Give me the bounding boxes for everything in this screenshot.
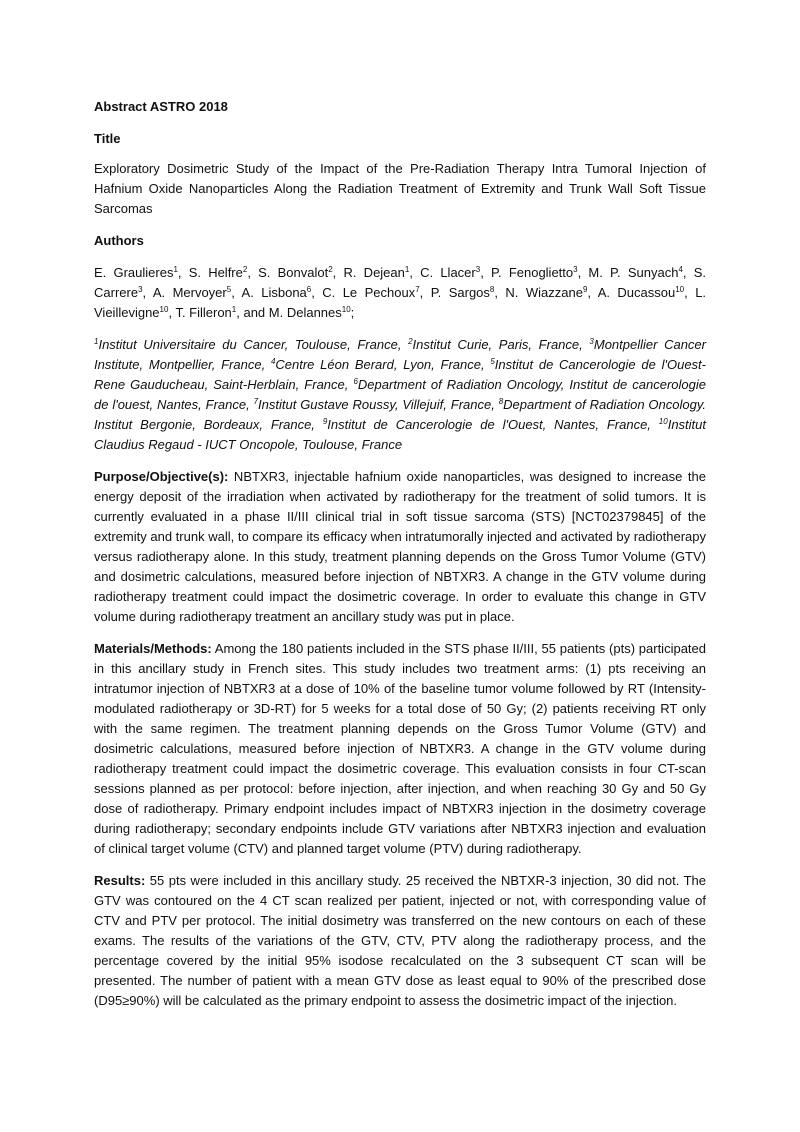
author-name: C. Llacer: [420, 265, 476, 280]
author-name: C. Le Pechoux: [322, 285, 416, 300]
author-name: A. Lisbona: [241, 285, 307, 300]
section-results: [94, 871, 706, 1011]
affiliation-number: 8: [498, 397, 504, 406]
author-name: S. Helfre: [188, 265, 243, 280]
affiliation-text: Institut de Cancerologie de l'Ouest-Rene Gauducheau, Saint-Herblain, France,: [94, 357, 706, 392]
author-affiliation-number: 2: [328, 265, 333, 274]
author-affiliation-number: 3: [475, 265, 481, 274]
abstract-title: Exploratory Dosimetric Study of the Impact of the Pre-Radiation Therapy Intra Tumoral Injection of Hafnium Oxide Nanoparticles Along the Radiation Treatment of Extremity and Trunk Wall Soft Tissue Sarcomas: [94, 161, 706, 216]
affiliation-text: Department of Radiation Oncology, Institut de cancerologie de l'ouest, Nantes, France,: [94, 377, 706, 412]
author-name: N. Wiazzane: [505, 285, 583, 300]
author-affiliation-number: 5: [226, 285, 232, 294]
author-name: M. Delannes: [268, 305, 342, 320]
section-label: Materials/Methods:: [94, 641, 212, 656]
author-affiliation-number: 10: [341, 305, 351, 314]
affiliation-number: 10: [658, 417, 668, 426]
affiliation-text: Institut de Cancerologie de l'Ouest, Nantes, France,: [327, 417, 659, 432]
author-name: P. Sargos: [430, 285, 490, 300]
affiliation-number: 4: [270, 357, 276, 366]
affiliation-number: 7: [253, 397, 259, 406]
author-affiliation-number: 10: [159, 305, 169, 314]
author-name: T. Filleron: [175, 305, 232, 320]
section-label: Purpose/Objective(s):: [94, 469, 229, 484]
affiliation-text: Institut Claudius Regaud - IUCT Oncopole, Toulouse, France: [94, 417, 706, 452]
affiliation-text: Institut Universitaire du Cancer, Toulouse, France,: [98, 337, 409, 352]
author-name: A. Ducassou: [597, 285, 676, 300]
author-name: R. Dejean: [343, 265, 405, 280]
document-page: [94, 97, 706, 1023]
author-name: P. Fenoglietto: [491, 265, 574, 280]
affiliation-text: Centre Léon Berard, Lyon, France,: [275, 357, 491, 372]
section-text: 55 pts were included in this ancillary study. 25 received the NBTXR-3 injection, 30 did not. The GTV was contoured on the 4 CT scan realized per patient, injected or not, with corresponding value of CTV and PTV per protocol. The initial dosimetry was transferred on the new contours on each of these exams. The results of the variations of the GTV, CTV, PTV along the radiotherapy process, and the percentage covered by the initial 95% isodose recalculated on the 3 subsequent CT scan will be presented. The number of patient with a mean GTV dose as least equal to 90% of the prescribed dose (D95≥90%) will be calculated as the primary endpoint to assess the dosimetric impact of the injection.: [94, 873, 706, 1008]
affiliations-list: [94, 335, 706, 455]
author-name: S. Bonvalot: [258, 265, 329, 280]
affiliation-text: Institut Gustave Roussy, Villejuif, France,: [258, 397, 499, 412]
affiliation-number: 1: [94, 337, 99, 346]
affiliation-text: Montpellier Cancer Institute, Montpellier, France,: [94, 337, 706, 372]
author-name: M. P. Sunyach: [588, 265, 679, 280]
section-label: Results:: [94, 873, 146, 888]
author-affiliation-number: 8: [489, 285, 495, 294]
authors-list: E. Graulieres$^1$, S. Helfre$^2$, S. Bonvalot$^2$, R. Dejean$^1$, C. Llacer$^3$, P. Fenoglietto$^3$, M. P. Sunyach$^4$, S. Carrere$^3$, A. Mervoyer$^5$, A. Lisbona$^6$, C. Le Pechoux$^7$, P. Sargos$^8$, N. Wiazzane$^9$, A. Ducassou$^{10}$, L. Vieillevigne$^{10}$, T. Filleron$^1$, and M. Delannes$^{10}$;: [94, 265, 707, 320]
author-affiliation-number: 3: [138, 285, 143, 294]
affiliation-number: 5: [490, 357, 495, 366]
author-name: E. Graulieres: [94, 265, 174, 280]
author-affiliation-number: 9: [582, 285, 588, 294]
affiliation-number: 6: [353, 377, 358, 386]
author-affiliation-number: 1: [231, 305, 237, 314]
affiliation-text: Institut Curie, Paris, France,: [412, 337, 590, 352]
affiliation-number: 9: [322, 417, 328, 426]
affiliation-number: 2: [408, 337, 413, 346]
author-affiliation-number: 2: [242, 265, 248, 274]
author-affiliation-number: 10: [675, 285, 685, 294]
author-affiliation-number: 6: [306, 285, 312, 294]
author-affiliation-number: 3: [573, 265, 578, 274]
author-affiliation-number: 1: [173, 265, 178, 274]
author-name: S. Carrere: [94, 265, 706, 300]
author-affiliation-number: 7: [415, 285, 420, 294]
section-text: NBTXR3, injectable hafnium oxide nanoparticles, was designed to increase the energy deposit of the irradiation when activated by radiotherapy for the treatment of solid tumors. It is currently evaluated in a phase II/III clinical trial in soft tissue sarcoma (STS) [NCT02379845] of the extremity and trunk wall, to compare its efficacy when intratumorally injected and activated by radiotherapy versus radiotherapy alone. In this study, treatment planning depends on the Gross Tumor Volume (GTV) and dosimetric calculations, measured before injection of NBTXR3. A change in the GTV volume during radiotherapy treatment could impact the dosimetric coverage. In order to evaluate this change in GTV volume during radiotherapy treatment an ancillary study was put in place.: [94, 469, 706, 624]
section-text: Among the 180 patients included in the STS phase II/III, 55 patients (pts) participated in this ancillary study in French sites. This study includes two treatment arms: (1) pts receiving an intratumor injection of NBTXR3 at a dose of 10% of the baseline tumor volume followed by RT (Intensity-modulated radiotherapy or 3D-RT) for 5 weeks for a total dose of 50 Gy; (2) patients receiving RT only with the same regimen. The treatment planning depends on the Gross Tumor Volume (GTV) and dosimetric calculations, measured before injection of NBTXR3. A change in the GTV volume during radiotherapy treatment could impact the dosimetric coverage. This evaluation consists in four CT-scan sessions planned as per protocol: before injection, after injection, and when reaching 30 Gy and 50 Gy dose of radiotherapy. Primary endpoint includes impact of NBTXR3 injection in the dosimetry coverage during radiotherapy; secondary endpoints include GTV variations after NBTXR3 injection and evaluation of clinical target volume (CTV) and planned target volume (PTV) during radiotherapy.: [94, 641, 706, 856]
section-purpose: [94, 467, 706, 627]
author-name: L. Vieillevigne: [94, 285, 707, 320]
author-name: A. Mervoyer: [152, 285, 227, 300]
abstract-header: Abstract ASTRO 2018: [94, 99, 228, 114]
affiliation-number: 3: [589, 337, 594, 346]
authors-heading: Authors: [94, 233, 144, 248]
title-heading: Title: [94, 131, 121, 146]
affiliation-text: Department of Radiation Oncology. Institut Bergonie, Bordeaux, France,: [94, 397, 706, 432]
section-methods: [94, 639, 706, 859]
author-affiliation-number: 4: [678, 265, 683, 274]
author-affiliation-number: 1: [404, 265, 410, 274]
